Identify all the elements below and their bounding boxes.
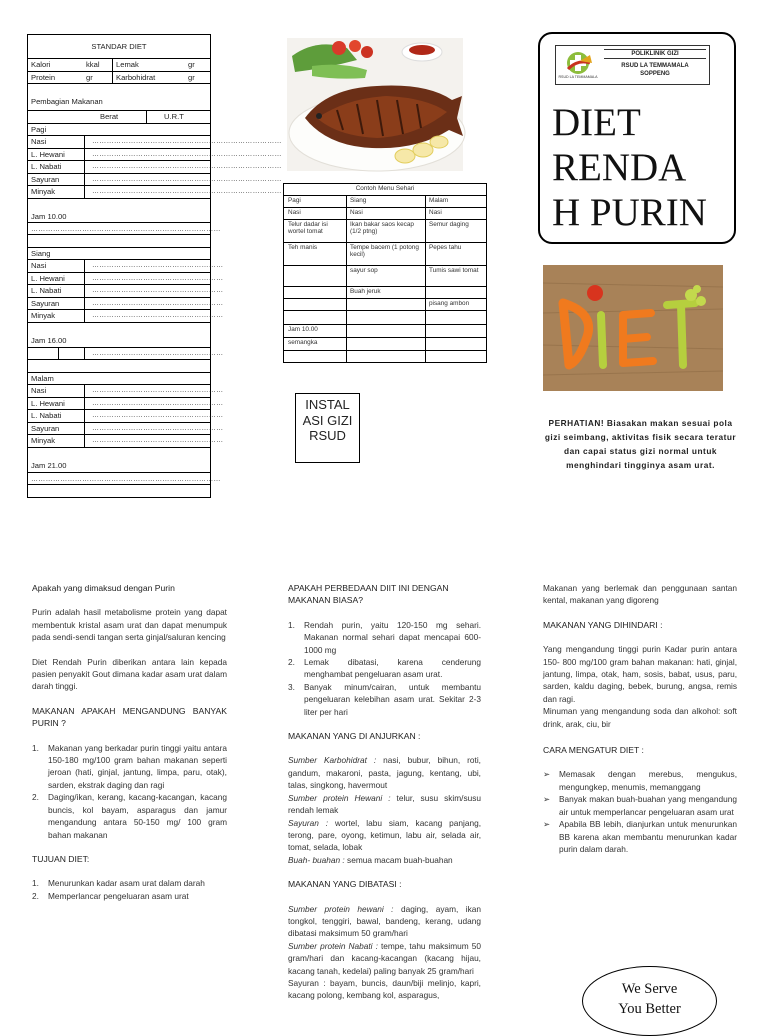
pagi-item: Sayuran [31, 174, 60, 184]
list-item: 2. Memperlancar pengeluaran asam urat [32, 890, 189, 901]
diet-vegetables-image [543, 265, 723, 391]
heading-tujuan-diet: TUJUAN DIET: [32, 853, 90, 864]
column-perbedaan [288, 582, 481, 1014]
menu-cell: semangka [288, 339, 318, 346]
pembagian-label: Pembagian Makanan [28, 84, 210, 111]
title-line: DIET [552, 101, 641, 144]
menu-cell: pisang ambon [429, 300, 470, 307]
malam-item: L. Nabati [31, 411, 62, 420]
malam-item: L. Hewani [31, 398, 65, 408]
menu-cell: Semur daging [429, 221, 469, 228]
column-dihindari [543, 582, 737, 867]
paragraph: Purin adalah hasil metabolisme protein yang dapat membentuk kristal asam urat dan dapat menumpuk pada sendi-sendi tangan serta ginjal/saluran kencing [32, 607, 227, 643]
heading-dibatasi: MAKANAN YANG DIBATASI : [288, 879, 402, 890]
column-purin-info [32, 582, 227, 914]
arrow-bullet-icon: ➢ [543, 769, 550, 780]
list-item: 1. Makanan yang berkadar purin tinggi yaitu antara 150-180 mg/100 gram bahan makanan seperti jeroan (hati, ginjal, jantung, limpa, paru, otak), sarden, ekstrak daging dan ragi [32, 742, 227, 790]
kalori-label: Kalori [31, 60, 51, 69]
heading-cara-mengatur: CARA MENGATUR DIET : [543, 745, 644, 756]
title-line: H PURIN [552, 191, 707, 234]
menu-cell: Pepes tahu [429, 244, 462, 251]
page-title [552, 100, 727, 235]
pagi-item: L. Hewani [31, 149, 65, 159]
menu-cell: Teh manis [288, 244, 318, 251]
menu-title: Contoh Menu Sehari [355, 185, 415, 192]
urt-header: U.R.T [164, 112, 184, 121]
jam16-label: Jam 16.00 [28, 323, 210, 348]
logo-caption: RSUD LA TEMMAMALA [558, 75, 598, 79]
paragraph: Diet Rendah Purin diberikan antara lain kepada pasien penyakit Gout dimana kadar asam urat dalam darah tinggi. [32, 656, 227, 692]
form-kalori-row [28, 59, 210, 72]
list-item: 3. Banyak minum/cairan, untuk membantu pengeluaran kelebihan asam urat. Sekitar 2-3 liter per hari [288, 681, 481, 717]
instalasi-gizi-box: INSTAL ASI GIZI RSUD [295, 393, 360, 463]
menu-cell: Nasi [288, 209, 301, 216]
malam-item: Sayuran [31, 423, 60, 433]
pagi-item: Nasi [31, 137, 47, 146]
list-item: 2. Lemak dibatasi, karena cenderung menghambat pengeluaran asam urat. [288, 657, 481, 680]
pagi-item: Minyak [31, 187, 56, 196]
list-item: ➢ Apabila BB lebih, dianjurkan untuk menurunkan BB karena akan membantu menurunkan kadar purin dalam darah. [543, 819, 737, 854]
arrow-bullet-icon: ➢ [543, 794, 550, 805]
karbohidrat-label: Karbohidrat [116, 72, 156, 82]
malam-item: Minyak [31, 436, 56, 445]
malam-item: Nasi [31, 386, 47, 395]
pagi-label: Pagi [28, 124, 210, 137]
perbedaan-list [288, 619, 481, 718]
perhatian-note [543, 416, 738, 472]
anjuran-paragraph: Sumber Karbohidrat : nasi, bubur, bihun, roti, gandum, makaroni, pasta, jagung, kentang, ubi, talas, singkong, havermout Sumber protein Hewani : telur, susu skim/susu rendah lemak Sayuran : wortel, labu siam, kacang panjang, terong, pare, oyong, ketimun, labu air, selada air, tomat, selada, lobak Buah- buahan : semua macam buah-buahan [288, 755, 482, 865]
menu-header-pagi: Pagi [288, 197, 301, 204]
menu-cell: Jam 10.00 [288, 326, 318, 333]
purin-food-list [32, 742, 227, 841]
perhatian-text: Biasakan makan sesuai pola gizi seimbang, aktivitas fisik secara teratur dan capai status gizi normal untuk menghindari tingginya asam urat. [544, 418, 737, 470]
title-line: RENDA [552, 146, 687, 189]
menu-cell: Tempe bacem (1 potong kecil) [350, 244, 419, 259]
menu-header-malam: Malam [429, 197, 449, 204]
berat-urt-row [28, 111, 210, 124]
siang-item: Sayuran [31, 298, 60, 308]
lemak-unit: gr [188, 60, 195, 69]
contoh-menu-table [283, 183, 487, 363]
berat-header: Berat [100, 112, 119, 121]
serve-line: You Better [618, 1001, 681, 1017]
jam21-label: Jam 21.00 [28, 448, 210, 473]
protein-unit: gr [86, 72, 93, 82]
dibatasi-paragraph: Sumber protein hewani : daging, ayam, ikan tongkol, tenggiri, bawal, bandeng, kerang, udang dibatasi maksimum 50 gram/hari Sumber protein Nabati : tempe, tahu maksimum 50 gram/hari dan kacang-kacangan (kacang hijau, kacang tanah, kedelai) paling banyak 25 gram/hari Sayuran : bayam, buncis, daun/biji melinjo, kapri, kacang polong, kembang kol, asparagus, [288, 903, 482, 1001]
menu-cell: Nasi [350, 209, 363, 216]
hospital-logo-block [555, 45, 710, 85]
paragraph: Yang mengandung tinggi purin Kadar purin antara 150- 800 mg/100 gram bahan makanan: hati, ginjal, jantung, limpa, otak, ham, sosis, babat, usus, paru, sarden, kaldu daging, bebek, burung, angsa, remis dan ragi. Minuman yang mengandung soda dan alkohol: soft drink, arak, ciu, bir [543, 644, 737, 729]
menu-cell: Buah jeruk [350, 288, 381, 295]
karbohidrat-unit: gr [188, 72, 195, 82]
siang-item: Minyak [31, 311, 56, 320]
menu-header-siang: Siang [350, 197, 367, 204]
logo-line1: POLIKLINIK GIZI [604, 49, 706, 59]
list-item: ➢ Memasak dengan merebus, mengukus, mengungkep, menumis, memanggang [543, 769, 737, 792]
logo-line2: RSUD LA TEMMAMALA [621, 63, 689, 69]
lemak-label: Lemak [116, 60, 139, 69]
serve-line: We Serve [621, 981, 678, 997]
list-item: ➢ Banyak makan buah-buahan yang mengandung air untuk memperlancar pengeluaran asam urat [543, 794, 737, 817]
malam-label: Malam [28, 373, 210, 386]
paragraph: Makanan yang berlemak dan penggunaan santan kental, makanan yang digoreng [543, 583, 737, 606]
siang-item: L. Hewani [31, 273, 65, 283]
siang-item: Nasi [31, 261, 47, 270]
grilled-fish-image [287, 38, 463, 171]
list-item: 2. Daging/ikan, kerang, kacang-kacangan, kacang buncis, kol bayam, asparagus dan jamur mengandung antara 50-150 mg/ 100 gram bahan makanan [32, 792, 227, 840]
heading-dianjurkan: MAKANAN YANG DI ANJURKAN : [288, 731, 421, 742]
heading-apakah-purin: Apakah yang dimaksud dengan Purin [32, 583, 175, 593]
kkal-unit: kkal [86, 60, 100, 69]
cara-list [543, 768, 737, 855]
logo-line3: SOPPENG [640, 71, 670, 77]
jam10-label: Jam 10.00 [28, 199, 210, 223]
menu-cell: Nasi [429, 209, 442, 216]
we-serve-badge [582, 966, 717, 1036]
menu-cell: Tumis sawi tomat [429, 267, 479, 274]
perhatian-label: PERHATIAN! [548, 418, 605, 428]
heading-dihindari: MAKANAN YANG DIHINDARI : [543, 619, 663, 630]
pagi-item: L. Nabati [31, 162, 62, 171]
tujuan-list [32, 877, 227, 902]
form-protein-row [28, 72, 210, 85]
heading-perbedaan: APAKAH PERBEDAAN DIIT INI DENGAN MAKANAN BIASA? [288, 583, 449, 606]
protein-label: Protein [31, 72, 56, 82]
form-title: STANDAR DIET [28, 35, 210, 59]
heading-makanan-purin: MAKANAN APAKAH MENGANDUNG BANYAK PURIN ? [32, 705, 227, 729]
list-item: 1. Menurunkan kadar asam urat dalam darah [32, 878, 205, 889]
siang-label: Siang [28, 248, 210, 261]
list-item: 1. Rendah purin, yaitu 120-150 mg sehari. Makanan normal sehari dapat mencapai 600-1000 mg [288, 619, 481, 655]
siang-item: L. Nabati [31, 286, 62, 295]
menu-cell: Telur dadar isi wortel tomat [288, 221, 328, 236]
menu-cell: sayur sop [350, 267, 378, 274]
arrow-bullet-icon: ➢ [543, 819, 550, 830]
standar-diet-form: STANDAR DIET Kalori kkal Lemak gr Protein gr Karbohidrat gr Pembagian Makanan Berat U.R.T Pagi Nasi …………………………………………………………………… L. Hewani …………………………………………………………………… L. Nabati …………………………………………………………………… Sayuran …………………………………………………………………… Minyak …………………………………………………………………… Jam 10.00 …………………………………………………………………… Siang Nasi ……………………………………………… L. Hewani ……………………………………………… L. Nabati ……………………………………………… Sayuran ……………………………………………… Minyak ……………………………………………… Jam 16.00 ……………………………………………… Malam Nasi ……………………………………………… L. Hewani ……………………………………………… L. Nabati ……………………………………………… Sayuran ……………………………………………… Minyak ……………………………………………… Jam 21.00 …………………………………………………………………… [27, 34, 211, 498]
menu-cell: Ikan bakar saos kecap (1/2 ptng) [350, 221, 414, 236]
